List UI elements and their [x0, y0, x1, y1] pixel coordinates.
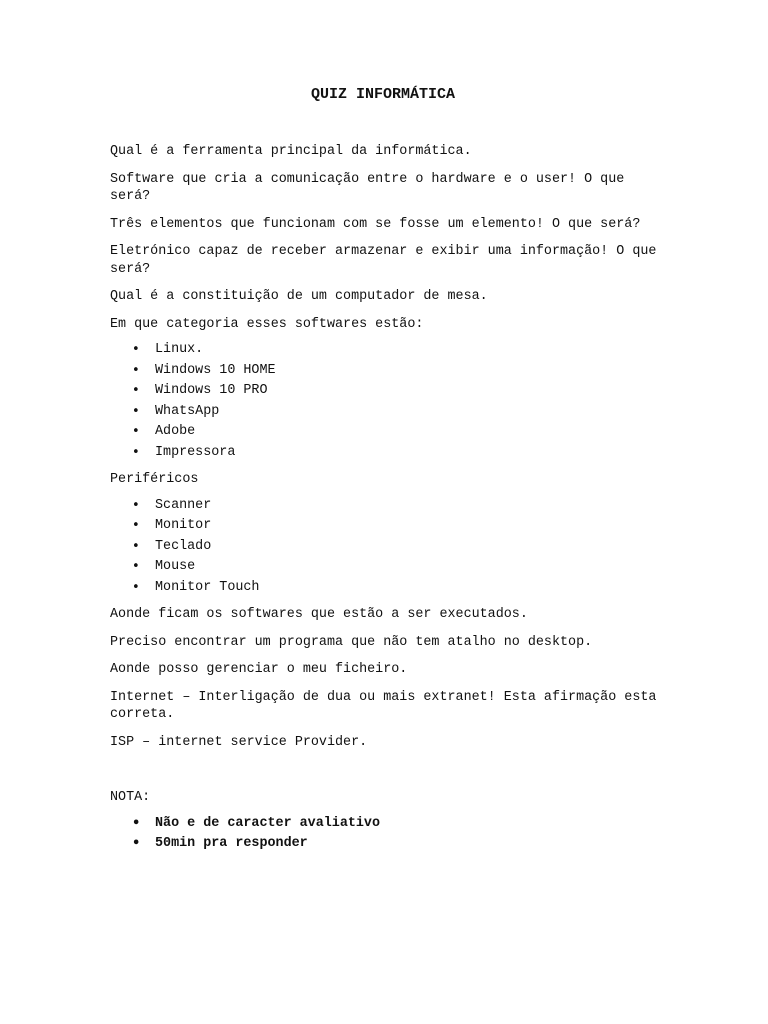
bullet-icon: • [132, 497, 140, 513]
software-list [110, 341, 670, 461]
question-text: Qual é a constituição de um computador de mesa. [110, 289, 488, 304]
list-item [110, 835, 670, 853]
question-text: Qual é a ferramenta principal da informática. [110, 144, 472, 159]
bullet-icon: • [132, 538, 140, 554]
list-item-label: Teclado [155, 538, 212, 554]
list-item [110, 423, 670, 441]
list-item [110, 341, 670, 359]
list-item [110, 538, 670, 556]
question-text: Três elementos que funcionam com se fosse um elemento! O que será? [110, 216, 641, 232]
page-title: QUIZ INFORMÁTICA [310, 86, 456, 103]
list-item-label: Windows 10 PRO [155, 383, 268, 398]
bullet-icon: • [132, 444, 140, 460]
question-text: ISP – internet service Provider. [110, 734, 368, 750]
bullet-icon: • [132, 342, 140, 357]
bullet-icon: • [132, 383, 140, 398]
bullet-icon: • [132, 836, 141, 851]
document-body [110, 143, 670, 863]
list-item-label: WhatsApp [155, 403, 220, 419]
bullet-icon: • [132, 403, 140, 419]
list-item [110, 382, 670, 400]
list-item-label: Impressora [155, 444, 236, 460]
list-item-label: Mouse [155, 559, 196, 574]
nota-list [110, 815, 670, 853]
list-item [110, 558, 670, 576]
blank-spacer [110, 761, 670, 789]
perifericos-heading: Periféricos [110, 472, 199, 487]
question-text: Software que cria a comunicação entre o hardware e o user! O que será? [110, 171, 625, 204]
bullet-icon: • [132, 579, 140, 595]
list-item-label: Monitor [155, 518, 212, 533]
question-text: Internet – Interligação de dua ou mais extranet! Esta afirmação esta correta. [110, 689, 657, 722]
list-item [110, 579, 670, 597]
bullet-icon: • [132, 559, 140, 574]
question-text: Aonde posso gerenciar o meu ficheiro. [110, 662, 408, 677]
list-item [110, 403, 670, 421]
question-text: Em que categoria esses softwares estão: [110, 316, 424, 332]
list-item-label: Monitor Touch [155, 579, 260, 595]
bullet-icon: • [132, 815, 141, 831]
list-item [110, 517, 670, 535]
question-text: Preciso encontrar um programa que não tem atalho no desktop. [110, 634, 593, 650]
list-item-label: 50min pra responder [155, 836, 308, 851]
nota-label: NOTA: [110, 790, 151, 805]
list-item [110, 497, 670, 515]
list-item [110, 444, 670, 462]
bullet-icon: • [132, 424, 140, 439]
list-item-label: Linux. [155, 342, 204, 357]
list-item-label: Windows 10 HOME [155, 362, 276, 378]
bullet-icon: • [132, 362, 140, 378]
perifericos-list [110, 497, 670, 597]
list-item [110, 815, 670, 833]
list-item-label: Não e de caracter avaliativo [155, 815, 380, 831]
bullet-icon: • [132, 518, 140, 533]
list-item-label: Adobe [155, 424, 196, 439]
question-text: Aonde ficam os softwares que estão a ser executados. [110, 607, 528, 622]
list-item-label: Scanner [155, 497, 212, 513]
list-item [110, 362, 670, 380]
question-text: Eletrónico capaz de receber armazenar e exibir uma informação! O que será? [110, 244, 657, 277]
